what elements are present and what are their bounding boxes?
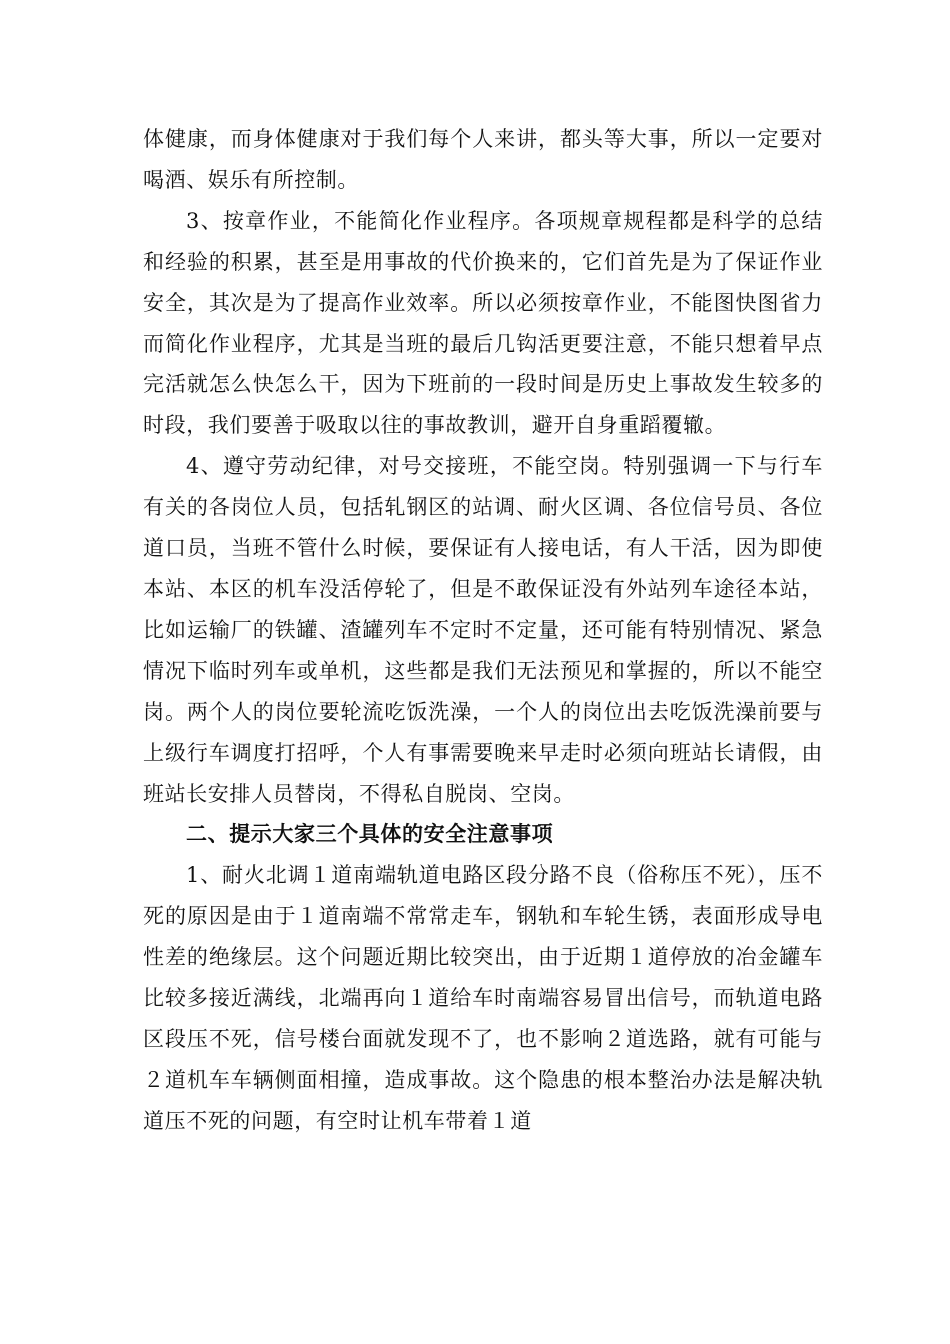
paragraph-notice-1: 1、耐火北调１道南端轨道电路区段分路不良（俗称压不死），压不死的原因是由于１道南端不常常走车，钢轨和车轮生锈，表面形成导电性差的绝缘层。这个问题近期比较突出，由于近期１道停放的冶金罐车比较多接近满线，北端再向１道给车时南端容易冒出信号，而轨道电路区段压不死，信号楼台面就发现不了，也不影响２道选路，就有可能与２道机车车辆侧面相撞，造成事故。这个隐患的根本整治办法是解决轨道压不死的问题，有空时让机车带着１道	[143, 863, 823, 1133]
section-heading-2: 二、提示大家三个具体的安全注意事项	[186, 821, 554, 847]
document-body	[143, 119, 823, 1142]
paragraph-item-4: 4、遵守劳动纪律，对号交接班，不能空岗。特别强调一下与行车有关的各岗位人员，包括轧钢区的站调、耐火区调、各位信号员、各位道口员，当班不管什么时候，要保证有人接电话，有人干活，因为即使本站、本区的机车没活停轮了，但是不敢保证没有外站列车途径本站，比如运输厂的铁罐、渣罐列车不定时不定量，还可能有特别情况、紧急情况下临时列车或单机，这些都是我们无法预见和掌握的，所以不能空岗。两个人的岗位要轮流吃饭洗澡，一个人的岗位出去吃饭洗澡前要与上级行车调度打招呼，个人有事需要晚来早走时必须向班站长请假，由班站长安排人员替岗，不得私自脱岗、空岗。	[143, 454, 823, 806]
paragraph-item-3: 3、按章作业，不能简化作业程序。各项规章规程都是科学的总结和经验的积累，甚至是用事故的代价换来的，它们首先是为了保证作业安全，其次是为了提高作业效率。所以必须按章作业，不能图快图省力而简化作业程序，尤其是当班的最后几钩活更要注意，不能只想着早点完活就怎么快怎么干，因为下班前的一段时间是历史上事故发生较多的时段，我们要善于吸取以往的事故教训，避开自身重蹈覆辙。	[143, 208, 823, 438]
paragraph-health-continuation: 体健康，而身体健康对于我们每个人来讲，都头等大事，所以一定要对喝酒、娱乐有所控制。	[143, 127, 823, 192]
